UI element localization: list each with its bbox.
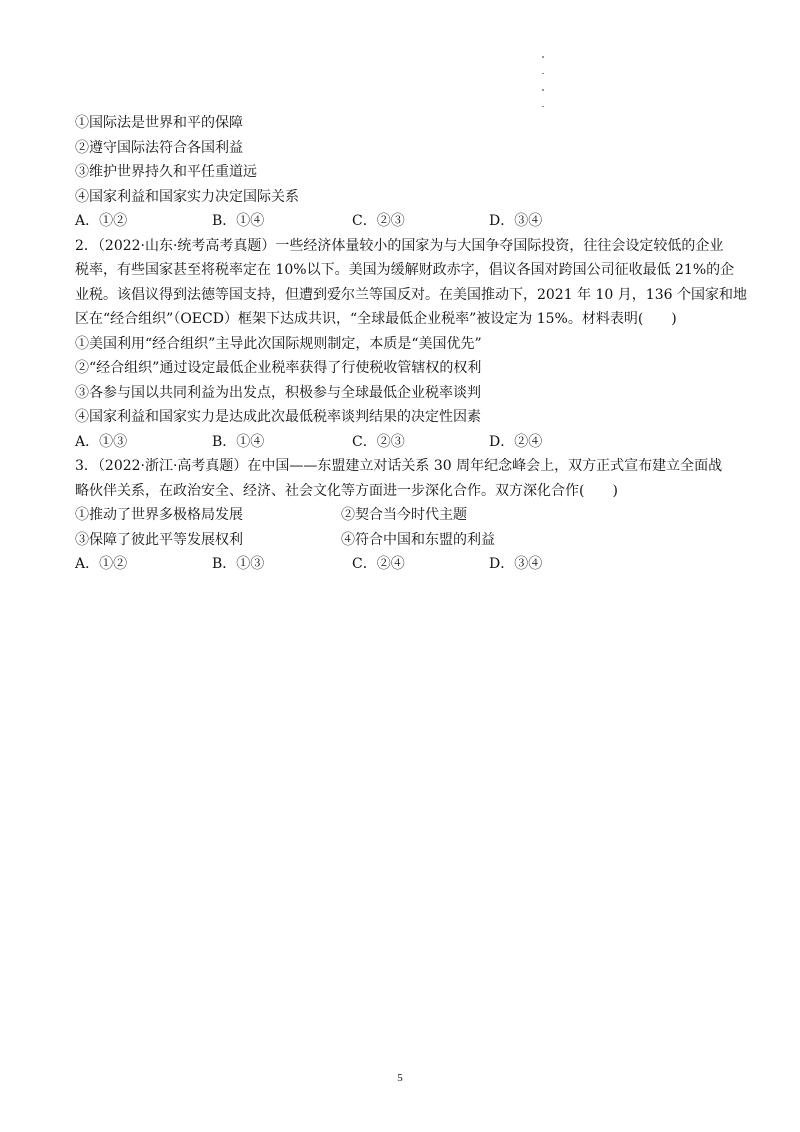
q1-statement-1: ①国际法是世界和平的保障: [75, 115, 243, 131]
q1-option-d[interactable]: D．③④: [489, 213, 543, 229]
page-content: [75, 111, 747, 577]
q3-statements-row-1: [75, 503, 735, 528]
q2-stem-line-4: 区在“经合组织”（OECD）框架下达成共识，“全球最低企业税率”被设定为 15%。材料表明( ): [75, 311, 677, 327]
q3-statement-3: ③保障了彼此平等发展权利: [75, 531, 243, 548]
question-1: [75, 111, 735, 234]
q3-option-a[interactable]: A．①②: [75, 556, 128, 572]
q2-statement-1: ①美国利用“经合组织”主导此次国际规则制定，本质是“美国优先”: [75, 335, 482, 352]
question-3: [75, 454, 735, 577]
q2-option-d[interactable]: D．②④: [489, 433, 543, 450]
q3-option-c[interactable]: C．②④: [352, 556, 405, 572]
q2-option-a[interactable]: A．①③: [75, 433, 128, 450]
q3-option-b[interactable]: B．①③: [212, 556, 265, 572]
page-number: 5: [397, 1072, 403, 1084]
q2-stem-line-2: 税率，有些国家甚至将税率定在 10%以下。美国为缓解财政赤字，倡议各国对跨国公司征收最低 21%的企: [75, 262, 735, 278]
q3-statement-1: ①推动了世界多极格局发展: [75, 507, 243, 523]
q3-statements-row-2: [75, 528, 735, 553]
q1-statement-2: ②遵守国际法符合各国利益: [75, 139, 243, 156]
q2-stem-line-3: 业税。该倡议得到法德等国支持，但遭到爱尔兰等国反对。在美国推动下，2021 年 10 月，136 个国家和地: [75, 286, 747, 303]
q1-statement-4: ④国家利益和国家实力决定国际关系: [75, 188, 299, 205]
question-2: [75, 234, 747, 455]
q2-option-c[interactable]: C．②③: [352, 433, 405, 450]
q2-options: [75, 430, 735, 455]
q3-stem-line-1: 3．（2022·浙江·高考真题）在中国——东盟建立对话关系 30 周年纪念峰会上，双方正式宣布建立全面战: [75, 458, 723, 474]
q2-option-b[interactable]: B．①④: [212, 433, 265, 450]
q3-statement-4: ④符合中国和东盟的利益: [341, 531, 495, 548]
q3-statement-2: ②契合当今时代主题: [341, 507, 467, 523]
q1-option-c[interactable]: C．②③: [352, 213, 405, 229]
q1-statement-3: ③维护世界持久和平任重道远: [75, 164, 257, 180]
q2-statement-4: ④国家利益和国家实力是达成此次最低税率谈判结果的决定性因素: [75, 409, 481, 425]
q1-options: [75, 209, 735, 234]
q3-stem-line-2: 略伙伴关系，在政治安全、经济、社会文化等方面进一步深化合作。双方深化合作( ): [75, 482, 618, 499]
q2-statement-2: ②“经合组织”通过设定最低企业税率获得了行使税收管辖权的权利: [75, 360, 482, 376]
q1-option-b[interactable]: B．①④: [212, 213, 265, 229]
q1-option-a[interactable]: A．①②: [75, 213, 128, 229]
q2-stem-line-1: 2．（2022·山东·统考高考真题）一些经济体量较小的国家为与大国争夺国际投资，往往会设定较低的企业: [75, 237, 724, 254]
q2-statement-3: ③各参与国以共同利益为出发点，积极参与全球最低企业税率谈判: [75, 384, 481, 401]
q3-option-d[interactable]: D．③④: [489, 556, 543, 572]
q3-options: [75, 552, 735, 577]
